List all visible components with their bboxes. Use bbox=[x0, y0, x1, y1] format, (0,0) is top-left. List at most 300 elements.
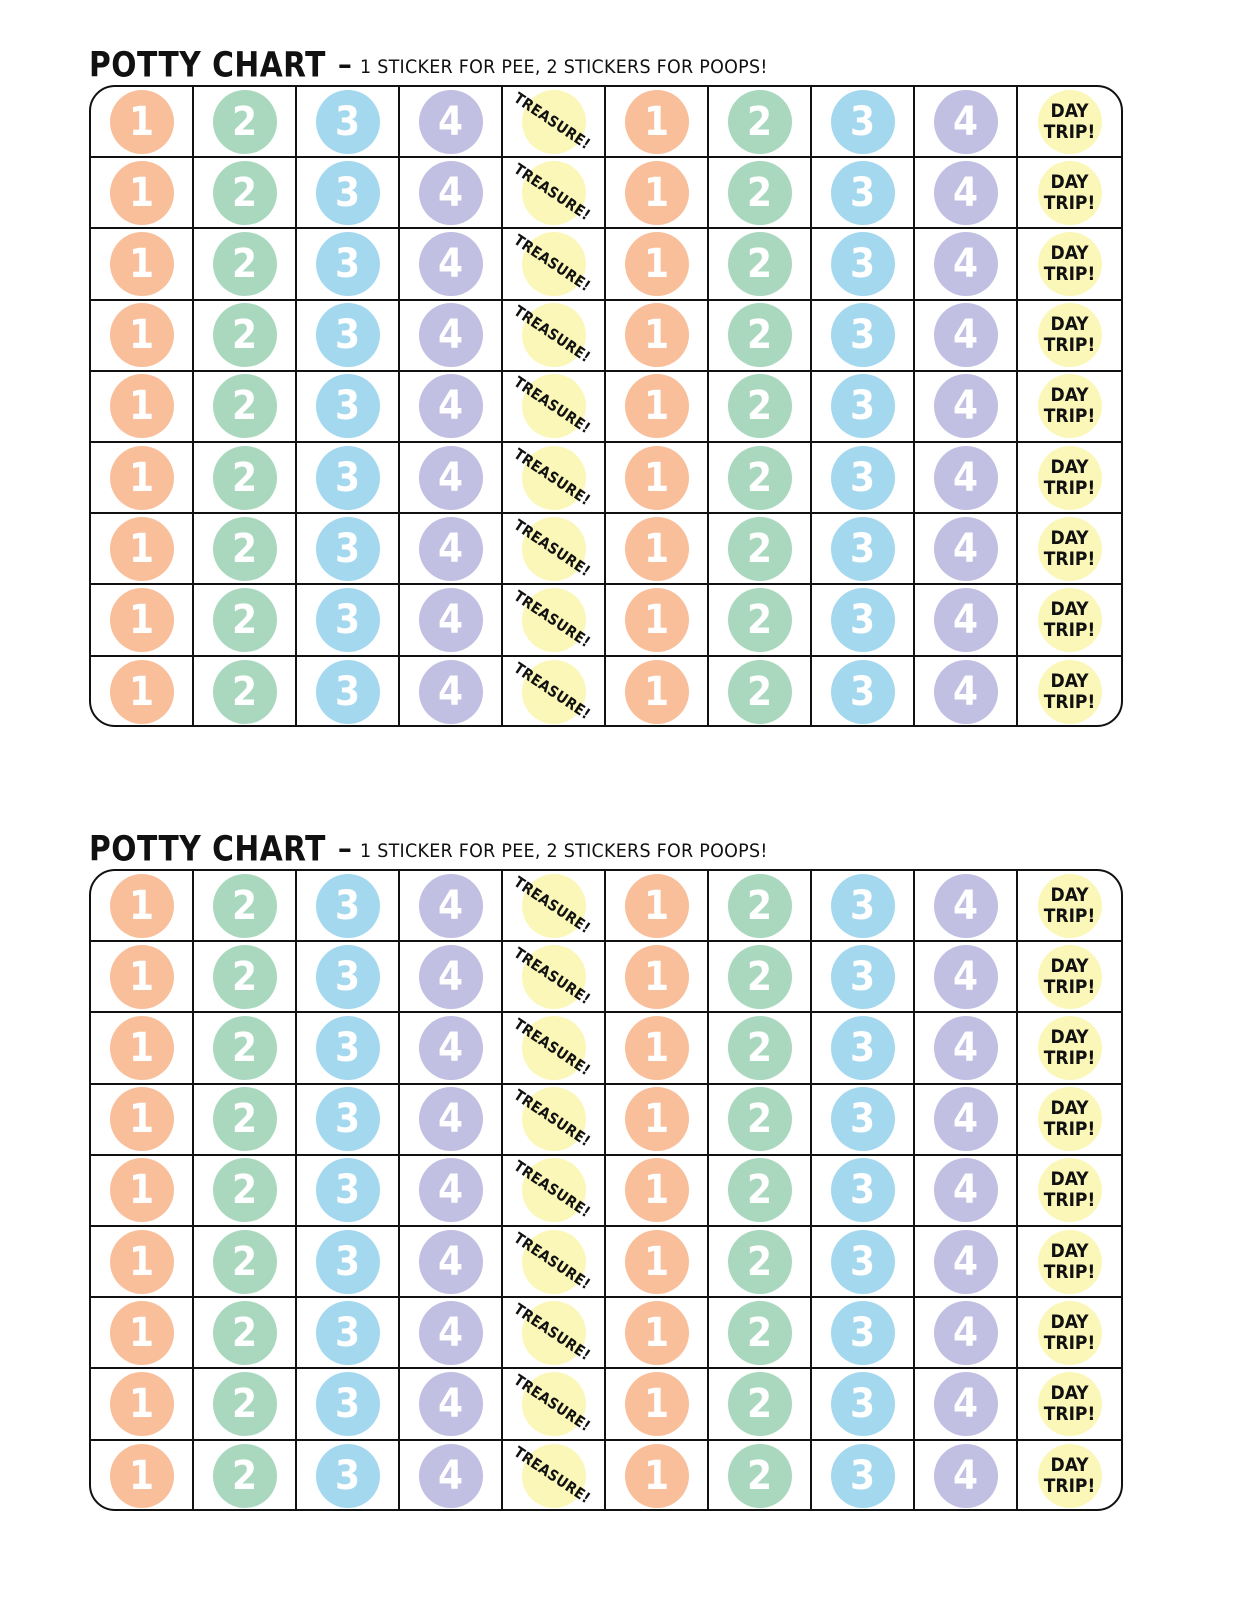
sticker-cell[interactable] bbox=[503, 1085, 606, 1156]
number-circle-icon: 1 bbox=[110, 1158, 174, 1222]
treasure-circle-icon bbox=[510, 159, 594, 225]
sticker-cell[interactable] bbox=[400, 1298, 503, 1369]
sticker-cell[interactable] bbox=[194, 1441, 297, 1512]
sticker-cell[interactable] bbox=[709, 1085, 812, 1156]
sticker-cell[interactable] bbox=[606, 443, 709, 514]
number-circle-icon: 4 bbox=[419, 660, 483, 724]
day-trip-label-line1: DAY bbox=[1050, 1239, 1089, 1262]
sticker-cell[interactable] bbox=[812, 443, 915, 514]
sticker-cell[interactable] bbox=[606, 1227, 709, 1298]
sticker-cell[interactable] bbox=[400, 1013, 503, 1084]
sticker-cell[interactable] bbox=[709, 1013, 812, 1084]
day-trip-label-line2: TRIP! bbox=[1043, 1260, 1096, 1283]
sticker-cell[interactable] bbox=[503, 585, 606, 656]
sticker-cell[interactable] bbox=[812, 1298, 915, 1369]
sticker-cell[interactable] bbox=[400, 301, 503, 372]
number-circle-icon: 4 bbox=[419, 90, 483, 154]
sticker-cell[interactable] bbox=[915, 158, 1018, 229]
sticker-cell[interactable] bbox=[503, 1156, 606, 1227]
sticker-cell[interactable] bbox=[812, 585, 915, 656]
day-trip-circle-icon bbox=[1038, 1301, 1102, 1365]
sticker-cell[interactable] bbox=[503, 1441, 606, 1512]
sticker-cell[interactable] bbox=[1018, 1441, 1121, 1512]
sticker-cell[interactable] bbox=[1018, 1013, 1121, 1084]
sticker-cell[interactable] bbox=[1018, 657, 1121, 728]
sticker-cell[interactable] bbox=[91, 657, 194, 728]
number-circle-icon: 2 bbox=[213, 517, 277, 581]
sticker-cell[interactable] bbox=[91, 1156, 194, 1227]
sticker-cell[interactable] bbox=[297, 657, 400, 728]
chart-title: POTTY CHART bbox=[89, 44, 326, 85]
treasure-label: TREASURE! bbox=[510, 88, 594, 153]
sticker-cell[interactable] bbox=[812, 657, 915, 728]
sticker-cell[interactable] bbox=[915, 443, 1018, 514]
sticker-cell[interactable] bbox=[297, 585, 400, 656]
sticker-cell[interactable] bbox=[915, 1369, 1018, 1440]
number-circle-icon: 4 bbox=[419, 588, 483, 652]
treasure-circle-icon bbox=[510, 1370, 594, 1436]
sticker-cell[interactable] bbox=[297, 1227, 400, 1298]
sticker-cell[interactable] bbox=[297, 1085, 400, 1156]
number-circle-icon: 4 bbox=[934, 1158, 998, 1222]
day-trip-label-line2: TRIP! bbox=[1043, 1189, 1096, 1212]
sticker-cell[interactable] bbox=[812, 942, 915, 1013]
sticker-cell[interactable] bbox=[91, 372, 194, 443]
day-trip-label-line2: TRIP! bbox=[1043, 1046, 1096, 1069]
sticker-cell[interactable] bbox=[297, 1298, 400, 1369]
number-circle-icon: 2 bbox=[213, 1087, 277, 1151]
day-trip-circle-icon bbox=[1038, 1444, 1102, 1508]
sticker-cell[interactable] bbox=[1018, 1369, 1121, 1440]
sticker-cell[interactable] bbox=[812, 301, 915, 372]
number-circle-icon: 1 bbox=[625, 1230, 689, 1294]
day-trip-circle-icon bbox=[1038, 303, 1102, 367]
sticker-cell[interactable] bbox=[915, 1013, 1018, 1084]
sticker-cell[interactable] bbox=[812, 158, 915, 229]
number-circle-icon: 4 bbox=[419, 161, 483, 225]
sticker-cell[interactable] bbox=[297, 514, 400, 585]
treasure-circle-icon bbox=[510, 1085, 594, 1151]
number-circle-icon: 4 bbox=[419, 1016, 483, 1080]
sticker-cell[interactable] bbox=[915, 585, 1018, 656]
title-separator: – bbox=[337, 832, 352, 865]
sticker-cell[interactable] bbox=[915, 514, 1018, 585]
day-trip-label-line2: TRIP! bbox=[1043, 1331, 1096, 1354]
sticker-cell[interactable] bbox=[400, 1369, 503, 1440]
number-circle-icon: 3 bbox=[831, 446, 895, 510]
number-circle-icon: 3 bbox=[831, 588, 895, 652]
sticker-cell[interactable] bbox=[915, 372, 1018, 443]
number-circle-icon: 1 bbox=[110, 232, 174, 296]
number-circle-icon: 1 bbox=[110, 1301, 174, 1365]
sticker-cell[interactable] bbox=[915, 229, 1018, 300]
number-circle-icon: 1 bbox=[110, 874, 174, 938]
sticker-cell[interactable] bbox=[709, 443, 812, 514]
number-circle-icon: 1 bbox=[110, 90, 174, 154]
sticker-cell[interactable] bbox=[194, 871, 297, 942]
number-circle-icon: 3 bbox=[316, 232, 380, 296]
treasure-label: TREASURE! bbox=[510, 1299, 594, 1364]
sticker-cell[interactable] bbox=[194, 372, 297, 443]
sticker-cell[interactable] bbox=[606, 158, 709, 229]
sticker-cell[interactable] bbox=[503, 301, 606, 372]
number-circle-icon: 4 bbox=[934, 588, 998, 652]
number-circle-icon: 2 bbox=[213, 1016, 277, 1080]
number-circle-icon: 2 bbox=[728, 1230, 792, 1294]
day-trip-label-line2: TRIP! bbox=[1043, 476, 1096, 499]
day-trip-label-line2: TRIP! bbox=[1043, 975, 1096, 998]
sticker-cell[interactable] bbox=[1018, 871, 1121, 942]
sticker-cell[interactable] bbox=[606, 871, 709, 942]
sticker-cell[interactable] bbox=[915, 657, 1018, 728]
sticker-cell[interactable] bbox=[606, 514, 709, 585]
number-circle-icon: 4 bbox=[419, 517, 483, 581]
sticker-cell[interactable] bbox=[503, 372, 606, 443]
number-circle-icon: 4 bbox=[419, 446, 483, 510]
number-circle-icon: 1 bbox=[110, 588, 174, 652]
treasure-label: TREASURE! bbox=[510, 872, 594, 937]
sticker-cell[interactable] bbox=[194, 1013, 297, 1084]
sticker-cell[interactable] bbox=[503, 443, 606, 514]
day-trip-label-line1: DAY bbox=[1050, 99, 1089, 122]
sticker-cell[interactable] bbox=[91, 871, 194, 942]
sticker-cell[interactable] bbox=[606, 372, 709, 443]
sticker-cell[interactable] bbox=[91, 1298, 194, 1369]
sticker-cell[interactable] bbox=[400, 372, 503, 443]
sticker-cell[interactable] bbox=[400, 942, 503, 1013]
day-trip-label-line2: TRIP! bbox=[1043, 120, 1096, 143]
sticker-cell[interactable] bbox=[812, 87, 915, 158]
number-circle-icon: 3 bbox=[316, 660, 380, 724]
day-trip-label-line2: TRIP! bbox=[1043, 334, 1096, 357]
sticker-grid bbox=[89, 869, 1123, 1511]
sticker-cell[interactable] bbox=[812, 1227, 915, 1298]
sticker-cell[interactable] bbox=[606, 87, 709, 158]
treasure-label: TREASURE! bbox=[510, 515, 594, 580]
sticker-cell[interactable] bbox=[606, 942, 709, 1013]
sticker-cell[interactable] bbox=[915, 942, 1018, 1013]
number-circle-icon: 4 bbox=[934, 517, 998, 581]
day-trip-label-line2: TRIP! bbox=[1043, 904, 1096, 927]
number-circle-icon: 4 bbox=[934, 1444, 998, 1508]
sticker-cell[interactable] bbox=[709, 1441, 812, 1512]
sticker-cell[interactable] bbox=[194, 87, 297, 158]
number-circle-icon: 1 bbox=[625, 1301, 689, 1365]
sticker-cell[interactable] bbox=[709, 871, 812, 942]
sticker-cell[interactable] bbox=[709, 158, 812, 229]
sticker-cell[interactable] bbox=[91, 158, 194, 229]
sticker-cell[interactable] bbox=[91, 942, 194, 1013]
number-circle-icon: 3 bbox=[831, 1372, 895, 1436]
sticker-cell[interactable] bbox=[503, 229, 606, 300]
sticker-cell[interactable] bbox=[194, 1369, 297, 1440]
number-circle-icon: 4 bbox=[934, 161, 998, 225]
day-trip-label-line1: DAY bbox=[1050, 170, 1089, 193]
number-circle-icon: 3 bbox=[316, 1372, 380, 1436]
day-trip-label-line2: TRIP! bbox=[1043, 1118, 1096, 1141]
sticker-cell[interactable] bbox=[297, 301, 400, 372]
number-circle-icon: 2 bbox=[213, 874, 277, 938]
sticker-cell[interactable] bbox=[709, 1298, 812, 1369]
day-trip-label-line1: DAY bbox=[1050, 1381, 1089, 1404]
sticker-cell[interactable] bbox=[297, 87, 400, 158]
sticker-cell[interactable] bbox=[503, 871, 606, 942]
sticker-cell[interactable] bbox=[503, 1013, 606, 1084]
chart-subtitle: 1 STICKER FOR PEE, 2 STICKERS FOR POOPS! bbox=[359, 56, 768, 78]
sticker-cell[interactable] bbox=[297, 443, 400, 514]
number-circle-icon: 3 bbox=[316, 1087, 380, 1151]
sticker-cell[interactable] bbox=[1018, 301, 1121, 372]
sticker-cell[interactable] bbox=[297, 1441, 400, 1512]
treasure-circle-icon bbox=[510, 1014, 594, 1080]
day-trip-label-line1: DAY bbox=[1050, 883, 1089, 906]
day-trip-circle-icon bbox=[1038, 1372, 1102, 1436]
sticker-cell[interactable] bbox=[915, 871, 1018, 942]
sticker-cell[interactable] bbox=[194, 585, 297, 656]
sticker-cell[interactable] bbox=[606, 1156, 709, 1227]
sticker-cell[interactable] bbox=[1018, 443, 1121, 514]
treasure-label: TREASURE! bbox=[510, 1157, 594, 1222]
sticker-cell[interactable] bbox=[915, 1441, 1018, 1512]
sticker-cell[interactable] bbox=[194, 158, 297, 229]
sticker-cell[interactable] bbox=[503, 942, 606, 1013]
sticker-cell[interactable] bbox=[194, 514, 297, 585]
number-circle-icon: 3 bbox=[316, 303, 380, 367]
number-circle-icon: 1 bbox=[625, 232, 689, 296]
number-circle-icon: 3 bbox=[831, 1087, 895, 1151]
sticker-cell[interactable] bbox=[194, 657, 297, 728]
sticker-cell[interactable] bbox=[91, 1441, 194, 1512]
sticker-cell[interactable] bbox=[915, 1085, 1018, 1156]
sticker-cell[interactable] bbox=[91, 301, 194, 372]
sticker-cell[interactable] bbox=[812, 871, 915, 942]
sticker-cell[interactable] bbox=[606, 301, 709, 372]
sticker-cell[interactable] bbox=[297, 1369, 400, 1440]
sticker-cell[interactable] bbox=[1018, 158, 1121, 229]
number-circle-icon: 1 bbox=[625, 660, 689, 724]
sticker-cell[interactable] bbox=[606, 1441, 709, 1512]
sticker-cell[interactable] bbox=[709, 1227, 812, 1298]
sticker-cell[interactable] bbox=[503, 657, 606, 728]
sticker-cell[interactable] bbox=[709, 372, 812, 443]
sticker-cell[interactable] bbox=[297, 158, 400, 229]
number-circle-icon: 2 bbox=[213, 1230, 277, 1294]
number-circle-icon: 1 bbox=[110, 374, 174, 438]
number-circle-icon: 3 bbox=[316, 1444, 380, 1508]
number-circle-icon: 4 bbox=[419, 874, 483, 938]
sticker-cell[interactable] bbox=[91, 514, 194, 585]
number-circle-icon: 3 bbox=[316, 1230, 380, 1294]
number-circle-icon: 4 bbox=[419, 1230, 483, 1294]
number-circle-icon: 2 bbox=[213, 660, 277, 724]
sticker-cell[interactable] bbox=[297, 871, 400, 942]
sticker-cell[interactable] bbox=[812, 1369, 915, 1440]
sticker-cell[interactable] bbox=[606, 657, 709, 728]
sticker-cell[interactable] bbox=[297, 372, 400, 443]
sticker-cell[interactable] bbox=[503, 1298, 606, 1369]
sticker-cell[interactable] bbox=[91, 1369, 194, 1440]
sticker-cell[interactable] bbox=[709, 87, 812, 158]
sticker-grid bbox=[89, 85, 1123, 727]
sticker-cell[interactable] bbox=[915, 87, 1018, 158]
sticker-cell[interactable] bbox=[503, 1227, 606, 1298]
day-trip-label-line2: TRIP! bbox=[1043, 547, 1096, 570]
treasure-label: TREASURE! bbox=[510, 1442, 594, 1508]
sticker-cell[interactable] bbox=[194, 443, 297, 514]
sticker-cell[interactable] bbox=[709, 1369, 812, 1440]
sticker-cell[interactable] bbox=[606, 1298, 709, 1369]
sticker-cell[interactable] bbox=[915, 301, 1018, 372]
sticker-cell[interactable] bbox=[297, 1156, 400, 1227]
sticker-cell[interactable] bbox=[91, 443, 194, 514]
sticker-cell[interactable] bbox=[812, 514, 915, 585]
number-circle-icon: 1 bbox=[110, 945, 174, 1009]
number-circle-icon: 4 bbox=[934, 232, 998, 296]
sticker-cell[interactable] bbox=[1018, 372, 1121, 443]
sticker-cell[interactable] bbox=[812, 1156, 915, 1227]
number-circle-icon: 2 bbox=[213, 446, 277, 510]
sticker-cell[interactable] bbox=[709, 1156, 812, 1227]
sticker-cell[interactable] bbox=[194, 942, 297, 1013]
number-circle-icon: 1 bbox=[110, 161, 174, 225]
number-circle-icon: 2 bbox=[213, 374, 277, 438]
day-trip-circle-icon bbox=[1038, 874, 1102, 938]
sticker-cell[interactable] bbox=[709, 657, 812, 728]
treasure-label: TREASURE! bbox=[510, 1370, 594, 1436]
sticker-cell[interactable] bbox=[400, 229, 503, 300]
sticker-cell[interactable] bbox=[400, 514, 503, 585]
treasure-circle-icon bbox=[510, 444, 594, 510]
treasure-circle-icon bbox=[510, 1228, 594, 1294]
sticker-cell[interactable] bbox=[297, 942, 400, 1013]
day-trip-label-line1: DAY bbox=[1050, 384, 1089, 407]
sticker-cell[interactable] bbox=[915, 1298, 1018, 1369]
sticker-cell[interactable] bbox=[194, 301, 297, 372]
number-circle-icon: 1 bbox=[110, 1230, 174, 1294]
number-circle-icon: 2 bbox=[213, 945, 277, 1009]
sticker-cell[interactable] bbox=[400, 1085, 503, 1156]
sticker-cell[interactable] bbox=[400, 585, 503, 656]
sticker-cell[interactable] bbox=[91, 229, 194, 300]
sticker-cell[interactable] bbox=[400, 1156, 503, 1227]
sticker-cell[interactable] bbox=[400, 443, 503, 514]
sticker-cell[interactable] bbox=[91, 585, 194, 656]
treasure-label: TREASURE! bbox=[510, 1014, 594, 1080]
day-trip-circle-icon bbox=[1038, 588, 1102, 652]
sticker-cell[interactable] bbox=[400, 87, 503, 158]
sticker-cell[interactable] bbox=[606, 1013, 709, 1084]
sticker-cell[interactable] bbox=[194, 1156, 297, 1227]
sticker-cell[interactable] bbox=[91, 1227, 194, 1298]
sticker-cell[interactable] bbox=[194, 1085, 297, 1156]
number-circle-icon: 4 bbox=[934, 303, 998, 367]
sticker-cell[interactable] bbox=[400, 871, 503, 942]
sticker-cell[interactable] bbox=[503, 158, 606, 229]
sticker-cell[interactable] bbox=[194, 1298, 297, 1369]
sticker-cell[interactable] bbox=[709, 585, 812, 656]
sticker-cell[interactable] bbox=[194, 229, 297, 300]
number-circle-icon: 3 bbox=[316, 374, 380, 438]
day-trip-label-line1: DAY bbox=[1050, 1168, 1089, 1191]
sticker-cell[interactable] bbox=[709, 942, 812, 1013]
sticker-cell[interactable] bbox=[297, 1013, 400, 1084]
treasure-circle-icon bbox=[510, 1157, 594, 1222]
number-circle-icon: 2 bbox=[728, 874, 792, 938]
sticker-cell[interactable] bbox=[400, 1227, 503, 1298]
sticker-cell[interactable] bbox=[812, 372, 915, 443]
sticker-cell[interactable] bbox=[709, 229, 812, 300]
sticker-cell[interactable] bbox=[91, 1085, 194, 1156]
sticker-cell[interactable] bbox=[1018, 514, 1121, 585]
sticker-cell[interactable] bbox=[1018, 229, 1121, 300]
number-circle-icon: 4 bbox=[419, 303, 483, 367]
number-circle-icon: 2 bbox=[728, 232, 792, 296]
number-circle-icon: 2 bbox=[213, 1158, 277, 1222]
sticker-cell[interactable] bbox=[812, 1441, 915, 1512]
sticker-cell[interactable] bbox=[812, 1013, 915, 1084]
chart-header bbox=[89, 822, 1123, 868]
sticker-cell[interactable] bbox=[709, 514, 812, 585]
sticker-cell[interactable] bbox=[1018, 1227, 1121, 1298]
sticker-cell[interactable] bbox=[194, 1227, 297, 1298]
day-trip-label-line2: TRIP! bbox=[1043, 262, 1096, 285]
number-circle-icon: 1 bbox=[625, 374, 689, 438]
sticker-cell[interactable] bbox=[503, 1369, 606, 1440]
sticker-cell[interactable] bbox=[915, 1227, 1018, 1298]
day-trip-label-line1: DAY bbox=[1050, 1097, 1089, 1120]
sticker-cell[interactable] bbox=[91, 1013, 194, 1084]
number-circle-icon: 3 bbox=[316, 1158, 380, 1222]
day-trip-label-line2: TRIP! bbox=[1043, 618, 1096, 641]
sticker-cell[interactable] bbox=[297, 229, 400, 300]
treasure-label: TREASURE! bbox=[510, 943, 594, 1008]
number-circle-icon: 1 bbox=[625, 517, 689, 581]
sticker-cell[interactable] bbox=[1018, 1085, 1121, 1156]
sticker-cell[interactable] bbox=[606, 229, 709, 300]
sticker-cell[interactable] bbox=[1018, 942, 1121, 1013]
sticker-cell[interactable] bbox=[1018, 87, 1121, 158]
number-circle-icon: 2 bbox=[213, 588, 277, 652]
sticker-cell[interactable] bbox=[1018, 1298, 1121, 1369]
day-trip-label-line1: DAY bbox=[1050, 241, 1089, 264]
treasure-circle-icon bbox=[510, 515, 594, 581]
sticker-cell[interactable] bbox=[812, 229, 915, 300]
sticker-cell[interactable] bbox=[812, 1085, 915, 1156]
day-trip-circle-icon bbox=[1038, 446, 1102, 510]
number-circle-icon: 3 bbox=[831, 1301, 895, 1365]
number-circle-icon: 2 bbox=[728, 1087, 792, 1151]
sticker-cell[interactable] bbox=[400, 158, 503, 229]
sticker-cell[interactable] bbox=[503, 514, 606, 585]
number-circle-icon: 4 bbox=[419, 374, 483, 438]
number-circle-icon: 1 bbox=[625, 303, 689, 367]
sticker-cell[interactable] bbox=[400, 1441, 503, 1512]
sticker-cell[interactable] bbox=[709, 301, 812, 372]
treasure-label: TREASURE! bbox=[510, 230, 594, 296]
sticker-cell[interactable] bbox=[606, 585, 709, 656]
sticker-cell[interactable] bbox=[503, 87, 606, 158]
sticker-cell[interactable] bbox=[915, 1156, 1018, 1227]
sticker-cell[interactable] bbox=[1018, 585, 1121, 656]
sticker-cell[interactable] bbox=[606, 1085, 709, 1156]
treasure-circle-icon bbox=[510, 1442, 594, 1508]
sticker-cell[interactable] bbox=[1018, 1156, 1121, 1227]
sticker-cell[interactable] bbox=[606, 1369, 709, 1440]
number-circle-icon: 2 bbox=[213, 161, 277, 225]
sticker-cell[interactable] bbox=[91, 87, 194, 158]
sticker-cell[interactable] bbox=[400, 657, 503, 728]
treasure-circle-icon bbox=[510, 943, 594, 1009]
